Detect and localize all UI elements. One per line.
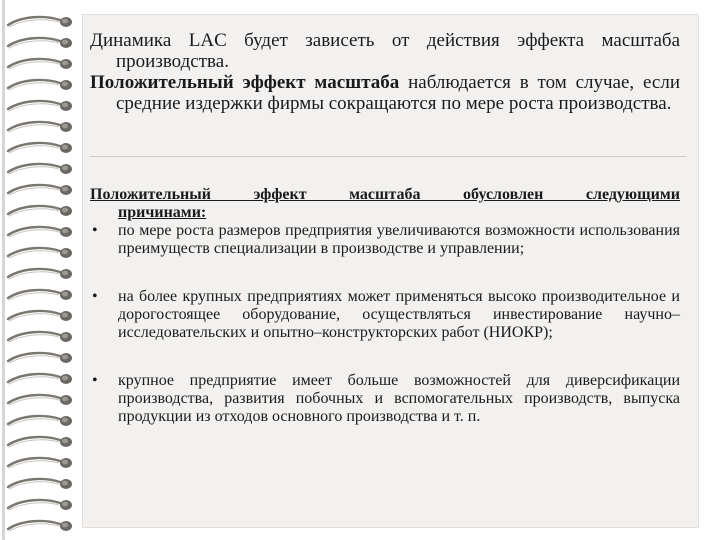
reasons-heading: Положительный эффект масштаба обусловлен следующими [90,186,680,203]
divider-line [90,156,686,157]
intro-paragraph-2-rest: наблюдается в том случае, если средние издержки фирмы сокращаются по мере роста производства. [116,72,680,114]
intro-paragraph-2 [90,72,680,114]
list-item [90,222,680,258]
list-item [90,372,680,426]
reasons-block [90,186,680,426]
list-item-text: по мере роста размеров предприятия увеличиваются возможности использования преимуществ специализации в производстве и управлении; [118,222,680,257]
bullet-icon: • [92,372,98,389]
intro-block [90,30,680,114]
intro-bold-term: Положительный эффект масштаба [90,72,400,93]
reasons-heading-cont: причинами: [118,204,207,221]
intro-paragraph-1: Динамика LAC будет зависеть от действия эффекта масштаба производства. [90,30,680,72]
bullet-icon: • [92,288,98,305]
spiral-binding-decoration [0,0,82,540]
bullet-icon: • [92,222,98,239]
list-item-text: на более крупных предприятиях может применяться высоко производительное и дорогостоящее оборудование, осуществляться инвестирование научно–исследовательских и опытно–конструкторских работ (НИОКР); [118,288,680,341]
list-item-text: крупное предприятие имеет больше возможностей для диверсификации производства, развития побочных и вспомогательных производств, выпуска продукции из отходов основного производства и т. п. [118,372,680,425]
list-item [90,288,680,342]
